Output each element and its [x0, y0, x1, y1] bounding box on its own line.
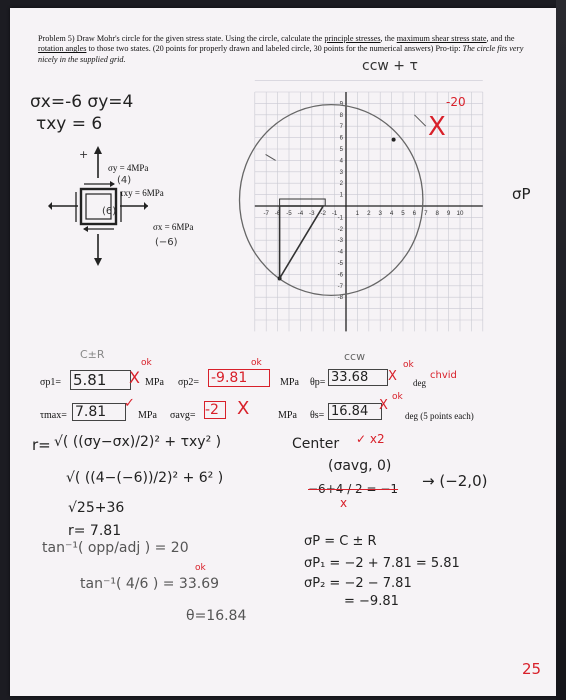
ths-label: θs=	[310, 410, 325, 421]
sigma-x-label: σx = 6MPa	[153, 222, 194, 232]
y-tick-label: 9	[339, 101, 343, 108]
dark-edge	[556, 0, 566, 700]
given-shear: τxy = 6	[36, 114, 103, 134]
worksheet-page	[10, 8, 558, 696]
hand-tick-2	[414, 115, 425, 126]
radius-formula: √( ((σy−σx)/2)² + τxy² )	[54, 434, 222, 450]
sigma-p-axis-label: σP	[512, 185, 531, 203]
ccw-note: ccw + τ	[362, 58, 418, 74]
tau-xy-label: τxy = 6MPa	[120, 188, 164, 198]
radius-result: r= 7.81	[68, 523, 122, 539]
x-tick-label: 2	[367, 210, 371, 217]
y-tick-label: 4	[339, 158, 343, 165]
y-tick-label: 3	[339, 169, 343, 176]
x-tick-label: 10	[456, 210, 464, 217]
y-tick-label: -6	[337, 272, 343, 279]
score: 25	[522, 660, 542, 678]
hand-tick	[266, 154, 276, 160]
plus-sign: +	[79, 148, 89, 161]
y-tick-label: 7	[339, 124, 343, 131]
ok-mark-3: ok	[403, 360, 414, 370]
radius-lhs: r=	[32, 436, 51, 454]
center-calc: −6+4 / 2 = −1	[308, 482, 399, 496]
x-tick-label: 8	[435, 210, 439, 217]
sp1-unit: MPa	[145, 377, 164, 388]
x-tick-label: -5	[286, 210, 292, 217]
center-label: Center	[292, 436, 340, 452]
x-tick-label: -2	[320, 210, 326, 217]
x-tick-label: 9	[446, 210, 451, 217]
ths-unit: deg (5 points each)	[405, 411, 474, 421]
construction-box	[280, 199, 326, 206]
corr-mark-2: ok	[392, 392, 403, 402]
sp1-answer-box: 5.81	[70, 370, 131, 390]
chvid-note: chvid	[430, 370, 457, 381]
sp1-calc: σP₁ = −2 + 7.81 = 5.81	[304, 556, 460, 571]
x-tick-label: 5	[401, 210, 405, 217]
sp2-label: σp2=	[178, 377, 200, 388]
tan-formula: tan⁻¹( opp/adj ) = 20	[42, 540, 189, 556]
sigma-y-label: σy = 4MPa	[108, 163, 149, 173]
y-tick-label: 5	[339, 147, 343, 153]
center-strike: x	[340, 496, 348, 510]
x-tick-label: -7	[263, 210, 269, 217]
y-tick-label: -4	[337, 249, 343, 256]
x-tick-label: 6	[412, 210, 417, 217]
x-tick-label: -1	[331, 210, 338, 217]
ccw-note-2: ccw	[344, 350, 366, 363]
thp-answer-box: 33.68	[328, 369, 388, 386]
y-tick-label: 6	[339, 135, 343, 142]
x-tick-label: -6	[274, 210, 281, 217]
y-tick-label: -1	[337, 215, 343, 222]
savg-answer-box: -2	[204, 401, 226, 419]
ok-angle: ok	[195, 563, 206, 573]
problem-statement: Problem 5) Draw Mohr's circle for the given stress state. Using the circle, calculate the principle stresses, the maximum shear stress state, and the rotation angles to those two states. (20 points for properly drawn and labeled circle, 30 points for the numerical answers) Pro-tip: The circle fits very nicely in the supplied grid.	[38, 34, 524, 64]
ths-answer-box: 16.84	[328, 403, 382, 420]
y-tick-label: -7	[337, 283, 343, 290]
x-tick-label: 4	[389, 210, 394, 217]
y-tick-label: -8	[337, 295, 343, 302]
x-tick-label: 1	[355, 210, 360, 217]
sp2-calc: σP₂ = −2 − 7.81	[304, 576, 412, 591]
y-tick-label: -5	[337, 261, 343, 267]
tmax-label: τmax=	[40, 410, 67, 421]
tan-substituted: tan⁻¹( 4/6 ) = 33.69	[80, 576, 220, 592]
x-tick-label: -4	[297, 210, 304, 217]
hw-neg-6: (−6)	[155, 237, 178, 248]
thp-x-mark: X	[388, 369, 397, 384]
sp2-answer-box: -9.81	[208, 369, 270, 387]
given-stresses: σx=-6 σy=4	[30, 92, 134, 112]
ok-mark-2: ok	[251, 358, 262, 368]
radius-sum: √25+36	[68, 500, 125, 516]
ths-x-mark: X	[379, 398, 388, 413]
savg-unit: MPa	[278, 410, 297, 421]
x-tick-label: 3	[378, 210, 382, 217]
y-tick-label: 2	[339, 181, 343, 188]
center-mark: ✓ x2	[356, 432, 385, 446]
thp-unit: deg	[413, 378, 426, 388]
mohr-circle	[239, 105, 422, 296]
x-tick-label: -3	[309, 210, 315, 217]
savg-x-mark: X	[237, 398, 250, 419]
tmax-unit: MPa	[138, 410, 157, 421]
theta-result: θ=16.84	[186, 608, 247, 624]
sp-formula: σP = C ± R	[304, 534, 377, 549]
tmax-answer-box: 7.81	[72, 403, 126, 421]
savg-label: σavg=	[170, 410, 196, 421]
center-arrow: → (−2,0)	[422, 472, 488, 490]
minus-20-note: -20	[446, 95, 466, 109]
thp-label: θp=	[310, 377, 326, 388]
sp2-result: = −9.81	[344, 594, 399, 609]
y-tick-label: -3	[337, 238, 343, 245]
y-tick-label: 8	[339, 112, 343, 119]
sp2-unit: MPa	[280, 377, 299, 388]
center-avg: (σavg, 0)	[328, 458, 392, 474]
ok-mark-1: ok	[141, 358, 152, 368]
cr-note: C±R	[80, 348, 105, 361]
y-tick-label: 1	[339, 192, 343, 199]
x-tick-label: 7	[424, 210, 428, 217]
radius-substituted: √( ((4−(−6))/2)² + 6² )	[66, 470, 224, 486]
y-tick-label: -2	[337, 226, 343, 233]
red-x-mark: X	[428, 112, 446, 142]
sp1-x-mark: X	[129, 368, 140, 387]
sp1-label: σp1=	[40, 377, 62, 388]
tmax-check: ✓	[124, 396, 135, 411]
hw-paren-4: (4)	[117, 175, 132, 186]
hw-paren-6: (6)	[102, 206, 117, 217]
mohr-circle-grid	[210, 78, 516, 338]
stress-point-1	[392, 138, 396, 142]
